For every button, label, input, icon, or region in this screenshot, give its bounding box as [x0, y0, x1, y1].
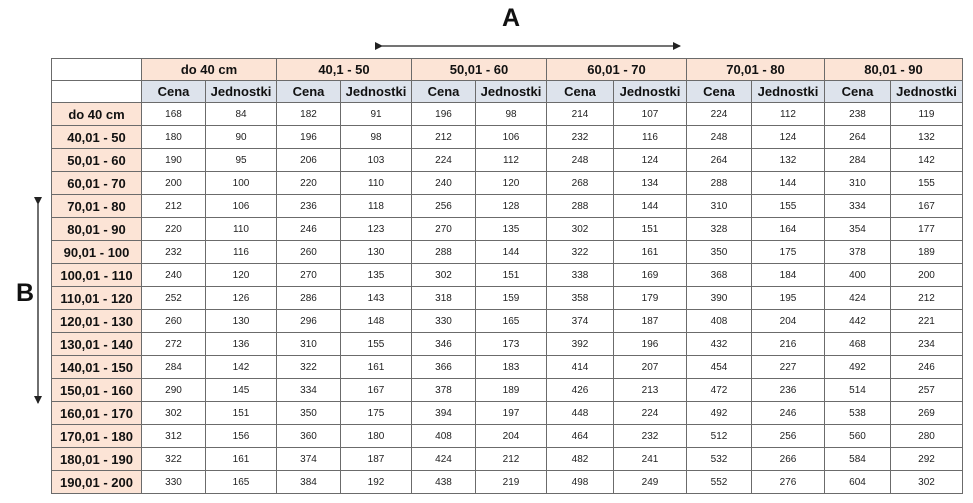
units-cell: 106	[206, 195, 277, 218]
price-cell: 284	[825, 149, 891, 172]
price-cell: 584	[825, 448, 891, 471]
row-header: 130,01 - 140	[52, 333, 142, 356]
column-band-row	[52, 59, 963, 81]
units-cell: 165	[206, 471, 277, 494]
units-cell: 130	[206, 310, 277, 333]
units-cell: 204	[752, 310, 825, 333]
units-cell: 144	[614, 195, 687, 218]
price-cell: 432	[687, 333, 752, 356]
units-cell: 90	[206, 126, 277, 149]
units-cell: 120	[476, 172, 547, 195]
units-cell: 187	[341, 448, 412, 471]
price-column-header: Cena	[547, 81, 614, 103]
price-cell: 330	[142, 471, 206, 494]
price-cell: 374	[277, 448, 341, 471]
units-cell: 112	[476, 149, 547, 172]
price-cell: 256	[412, 195, 476, 218]
units-cell: 161	[206, 448, 277, 471]
price-cell: 220	[277, 172, 341, 195]
price-cell: 312	[142, 425, 206, 448]
price-cell: 552	[687, 471, 752, 494]
price-cell: 224	[687, 103, 752, 126]
units-cell: 98	[341, 126, 412, 149]
price-cell: 328	[687, 218, 752, 241]
row-header: 150,01 - 160	[52, 379, 142, 402]
units-cell: 161	[341, 356, 412, 379]
units-cell: 126	[206, 287, 277, 310]
price-cell: 514	[825, 379, 891, 402]
units-cell: 155	[752, 195, 825, 218]
units-cell: 175	[752, 241, 825, 264]
price-cell: 220	[142, 218, 206, 241]
units-cell: 136	[206, 333, 277, 356]
units-cell: 241	[614, 448, 687, 471]
price-cell: 264	[687, 149, 752, 172]
units-cell: 118	[341, 195, 412, 218]
units-cell: 292	[891, 448, 963, 471]
price-cell: 472	[687, 379, 752, 402]
row-header: 100,01 - 110	[52, 264, 142, 287]
price-cell: 492	[825, 356, 891, 379]
units-cell: 132	[752, 149, 825, 172]
units-cell: 91	[341, 103, 412, 126]
column-band-header: 80,01 - 90	[825, 59, 963, 81]
row-header: do 40 cm	[52, 103, 142, 126]
column-band-header: 40,1 - 50	[277, 59, 412, 81]
price-cell: 290	[142, 379, 206, 402]
table-row	[52, 103, 963, 126]
price-column-header: Cena	[277, 81, 341, 103]
units-cell: 204	[476, 425, 547, 448]
price-cell: 240	[412, 172, 476, 195]
row-header: 140,01 - 150	[52, 356, 142, 379]
table-row	[52, 218, 963, 241]
price-cell: 214	[547, 103, 614, 126]
price-cell: 378	[412, 379, 476, 402]
price-cell: 270	[277, 264, 341, 287]
units-cell: 266	[752, 448, 825, 471]
table-row	[52, 425, 963, 448]
units-cell: 276	[752, 471, 825, 494]
units-cell: 119	[891, 103, 963, 126]
table-row	[52, 402, 963, 425]
units-cell: 145	[206, 379, 277, 402]
table-row	[52, 333, 963, 356]
row-header: 70,01 - 80	[52, 195, 142, 218]
units-cell: 189	[891, 241, 963, 264]
units-cell: 169	[614, 264, 687, 287]
units-cell: 177	[891, 218, 963, 241]
price-cell: 288	[547, 195, 614, 218]
units-cell: 144	[752, 172, 825, 195]
units-cell: 103	[341, 149, 412, 172]
units-cell: 107	[614, 103, 687, 126]
units-cell: 219	[476, 471, 547, 494]
units-cell: 256	[752, 425, 825, 448]
units-cell: 189	[476, 379, 547, 402]
price-cell: 492	[687, 402, 752, 425]
units-cell: 161	[614, 241, 687, 264]
units-cell: 124	[752, 126, 825, 149]
units-cell: 167	[891, 195, 963, 218]
units-cell: 155	[891, 172, 963, 195]
price-cell: 498	[547, 471, 614, 494]
units-cell: 132	[891, 126, 963, 149]
units-cell: 128	[476, 195, 547, 218]
price-cell: 240	[142, 264, 206, 287]
units-cell: 164	[752, 218, 825, 241]
row-header: 160,01 - 170	[52, 402, 142, 425]
table-row	[52, 471, 963, 494]
units-cell: 155	[341, 333, 412, 356]
price-cell: 464	[547, 425, 614, 448]
price-cell: 248	[687, 126, 752, 149]
units-cell: 167	[341, 379, 412, 402]
price-cell: 212	[412, 126, 476, 149]
row-header: 180,01 - 190	[52, 448, 142, 471]
units-cell: 280	[891, 425, 963, 448]
units-cell: 144	[476, 241, 547, 264]
units-cell: 257	[891, 379, 963, 402]
column-band-header: 70,01 - 80	[687, 59, 825, 81]
price-cell: 358	[547, 287, 614, 310]
units-cell: 197	[476, 402, 547, 425]
units-cell: 302	[891, 471, 963, 494]
price-cell: 438	[412, 471, 476, 494]
price-cell: 200	[142, 172, 206, 195]
units-column-header: Jednostki	[891, 81, 963, 103]
units-cell: 135	[341, 264, 412, 287]
price-cell: 366	[412, 356, 476, 379]
price-cell: 322	[547, 241, 614, 264]
dimension-label-a: A	[502, 4, 521, 32]
price-column-header: Cena	[687, 81, 752, 103]
table-row	[52, 379, 963, 402]
price-cell: 414	[547, 356, 614, 379]
price-table	[51, 58, 963, 494]
units-cell: 84	[206, 103, 277, 126]
price-cell: 426	[547, 379, 614, 402]
price-cell: 482	[547, 448, 614, 471]
price-cell: 390	[687, 287, 752, 310]
units-cell: 156	[206, 425, 277, 448]
units-cell: 123	[341, 218, 412, 241]
units-cell: 165	[476, 310, 547, 333]
price-cell: 334	[825, 195, 891, 218]
units-cell: 106	[476, 126, 547, 149]
units-cell: 98	[476, 103, 547, 126]
units-cell: 116	[206, 241, 277, 264]
table-row	[52, 195, 963, 218]
units-cell: 110	[206, 218, 277, 241]
units-cell: 180	[341, 425, 412, 448]
price-cell: 532	[687, 448, 752, 471]
table-row	[52, 172, 963, 195]
units-column-header: Jednostki	[614, 81, 687, 103]
units-cell: 232	[614, 425, 687, 448]
price-cell: 400	[825, 264, 891, 287]
column-band-header: 60,01 - 70	[547, 59, 687, 81]
price-column-header: Cena	[142, 81, 206, 103]
price-cell: 350	[687, 241, 752, 264]
price-cell: 378	[825, 241, 891, 264]
price-column-header: Cena	[412, 81, 476, 103]
price-cell: 252	[142, 287, 206, 310]
price-cell: 368	[687, 264, 752, 287]
price-cell: 354	[825, 218, 891, 241]
units-cell: 184	[752, 264, 825, 287]
price-cell: 604	[825, 471, 891, 494]
price-cell: 246	[277, 218, 341, 241]
table-row	[52, 287, 963, 310]
price-cell: 338	[547, 264, 614, 287]
units-cell: 192	[341, 471, 412, 494]
table-row	[52, 241, 963, 264]
units-cell: 120	[206, 264, 277, 287]
table-row	[52, 310, 963, 333]
price-cell: 182	[277, 103, 341, 126]
table-row	[52, 448, 963, 471]
price-cell: 196	[277, 126, 341, 149]
price-cell: 512	[687, 425, 752, 448]
units-cell: 183	[476, 356, 547, 379]
price-cell: 330	[412, 310, 476, 333]
price-cell: 310	[825, 172, 891, 195]
row-header: 90,01 - 100	[52, 241, 142, 264]
units-cell: 212	[891, 287, 963, 310]
price-cell: 288	[412, 241, 476, 264]
price-cell: 302	[142, 402, 206, 425]
row-header: 60,01 - 70	[52, 172, 142, 195]
price-cell: 538	[825, 402, 891, 425]
price-cell: 560	[825, 425, 891, 448]
column-band-header: 50,01 - 60	[412, 59, 547, 81]
units-cell: 110	[341, 172, 412, 195]
units-cell: 124	[614, 149, 687, 172]
price-cell: 268	[547, 172, 614, 195]
table-row	[52, 356, 963, 379]
price-cell: 310	[687, 195, 752, 218]
row-header: 190,01 - 200	[52, 471, 142, 494]
units-cell: 216	[752, 333, 825, 356]
units-cell: 151	[206, 402, 277, 425]
units-cell: 151	[614, 218, 687, 241]
table-row	[52, 264, 963, 287]
units-cell: 196	[614, 333, 687, 356]
units-cell: 221	[891, 310, 963, 333]
price-cell: 318	[412, 287, 476, 310]
units-cell: 213	[614, 379, 687, 402]
price-cell: 270	[412, 218, 476, 241]
sub-header-row	[52, 81, 963, 103]
price-cell: 408	[412, 425, 476, 448]
price-cell: 260	[277, 241, 341, 264]
price-cell: 238	[825, 103, 891, 126]
price-cell: 196	[412, 103, 476, 126]
price-cell: 212	[142, 195, 206, 218]
units-cell: 135	[476, 218, 547, 241]
price-column-header: Cena	[825, 81, 891, 103]
corner-cell-sub	[52, 81, 142, 103]
price-cell: 424	[825, 287, 891, 310]
units-column-header: Jednostki	[752, 81, 825, 103]
units-cell: 173	[476, 333, 547, 356]
row-header: 170,01 - 180	[52, 425, 142, 448]
units-cell: 175	[341, 402, 412, 425]
units-cell: 143	[341, 287, 412, 310]
price-cell: 468	[825, 333, 891, 356]
units-cell: 142	[206, 356, 277, 379]
row-header: 40,01 - 50	[52, 126, 142, 149]
units-cell: 148	[341, 310, 412, 333]
units-cell: 134	[614, 172, 687, 195]
price-cell: 232	[547, 126, 614, 149]
table-row	[52, 149, 963, 172]
row-header: 120,01 - 130	[52, 310, 142, 333]
units-column-header: Jednostki	[206, 81, 277, 103]
units-cell: 187	[614, 310, 687, 333]
price-cell: 288	[687, 172, 752, 195]
price-cell: 394	[412, 402, 476, 425]
units-cell: 151	[476, 264, 547, 287]
corner-cell	[52, 59, 142, 81]
units-cell: 112	[752, 103, 825, 126]
price-cell: 264	[825, 126, 891, 149]
price-cell: 206	[277, 149, 341, 172]
price-cell: 168	[142, 103, 206, 126]
price-cell: 232	[142, 241, 206, 264]
price-cell: 392	[547, 333, 614, 356]
price-cell: 360	[277, 425, 341, 448]
row-header: 80,01 - 90	[52, 218, 142, 241]
units-cell: 195	[752, 287, 825, 310]
price-cell: 350	[277, 402, 341, 425]
price-cell: 302	[412, 264, 476, 287]
units-cell: 234	[891, 333, 963, 356]
price-cell: 272	[142, 333, 206, 356]
units-cell: 200	[891, 264, 963, 287]
price-cell: 260	[142, 310, 206, 333]
dimension-label-b: B	[16, 279, 35, 307]
price-cell: 302	[547, 218, 614, 241]
price-cell: 284	[142, 356, 206, 379]
price-cell: 310	[277, 333, 341, 356]
table-row	[52, 126, 963, 149]
price-cell: 424	[412, 448, 476, 471]
price-cell: 334	[277, 379, 341, 402]
row-header: 110,01 - 120	[52, 287, 142, 310]
units-cell: 116	[614, 126, 687, 149]
units-cell: 95	[206, 149, 277, 172]
price-cell: 322	[277, 356, 341, 379]
price-cell: 190	[142, 149, 206, 172]
units-cell: 159	[476, 287, 547, 310]
units-cell: 130	[341, 241, 412, 264]
units-column-header: Jednostki	[476, 81, 547, 103]
units-cell: 236	[752, 379, 825, 402]
row-header: 50,01 - 60	[52, 149, 142, 172]
units-cell: 246	[891, 356, 963, 379]
column-band-header: do 40 cm	[142, 59, 277, 81]
price-cell: 180	[142, 126, 206, 149]
units-cell: 207	[614, 356, 687, 379]
price-cell: 248	[547, 149, 614, 172]
units-cell: 269	[891, 402, 963, 425]
units-cell: 142	[891, 149, 963, 172]
price-cell: 224	[412, 149, 476, 172]
units-column-header: Jednostki	[341, 81, 412, 103]
price-cell: 442	[825, 310, 891, 333]
price-cell: 448	[547, 402, 614, 425]
units-cell: 227	[752, 356, 825, 379]
price-cell: 374	[547, 310, 614, 333]
price-cell: 408	[687, 310, 752, 333]
units-cell: 100	[206, 172, 277, 195]
price-cell: 384	[277, 471, 341, 494]
units-cell: 179	[614, 287, 687, 310]
table-body	[52, 103, 963, 494]
price-cell: 236	[277, 195, 341, 218]
price-cell: 322	[142, 448, 206, 471]
units-cell: 246	[752, 402, 825, 425]
price-cell: 454	[687, 356, 752, 379]
price-cell: 346	[412, 333, 476, 356]
price-cell: 286	[277, 287, 341, 310]
price-cell: 296	[277, 310, 341, 333]
units-cell: 224	[614, 402, 687, 425]
units-cell: 212	[476, 448, 547, 471]
units-cell: 249	[614, 471, 687, 494]
